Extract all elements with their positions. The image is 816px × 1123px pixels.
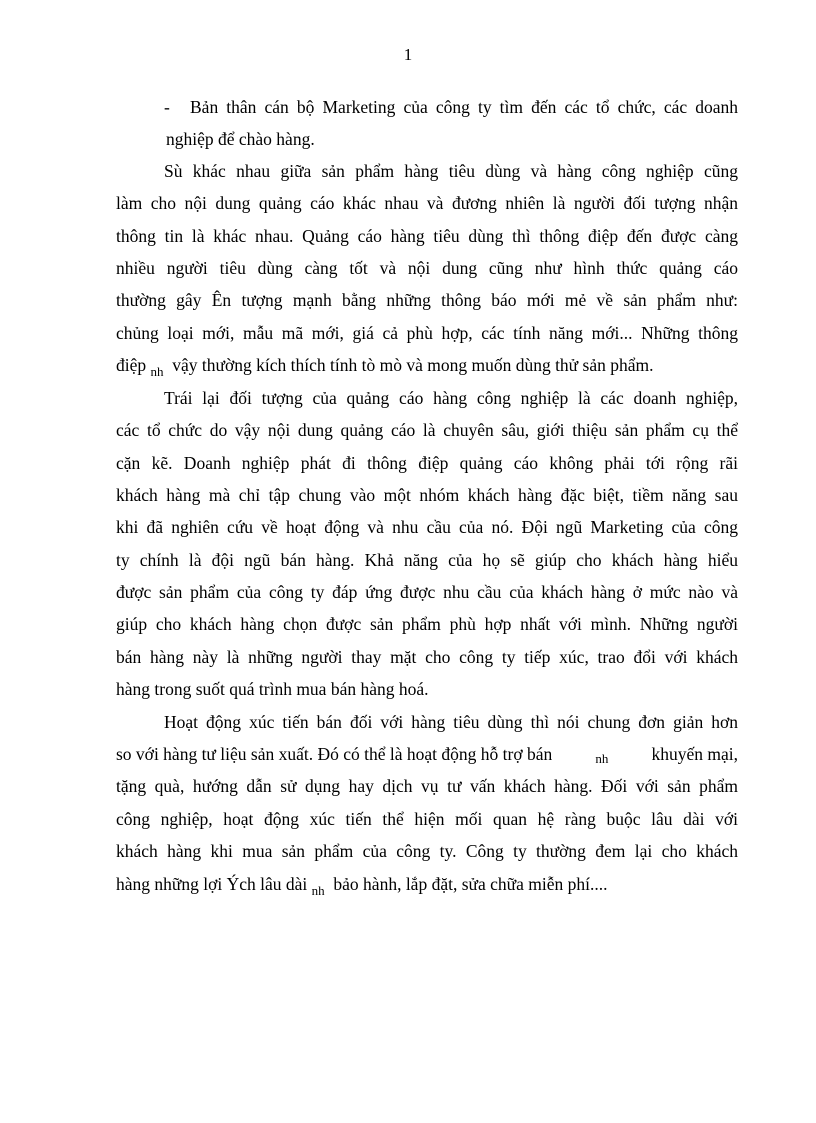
para3-last-after: bảo hành, lắp đặt, sửa chữa miễn phí.... bbox=[333, 874, 608, 894]
para1-last-before: điệp bbox=[116, 355, 147, 375]
para1-line: Sù khác nhau giữa sản phẩm hàng tiêu dùng và hàng công nghiệp cũng bbox=[164, 161, 738, 181]
para3-last-line bbox=[116, 873, 608, 897]
para3-line: Hoạt động xúc tiến bán đối với hàng tiêu dùng thì nói chung đơn giản hơn bbox=[164, 712, 738, 732]
para3-last-before: hàng những lợi Ých lâu dài bbox=[116, 874, 308, 894]
para1-line: làm cho nội dung quảng cáo khác nhau và đương nhiên là người đối tượng nhận bbox=[116, 193, 738, 213]
para1-last-sub: nh bbox=[150, 364, 164, 379]
page-number: 1 bbox=[403, 45, 413, 64]
bullet-line-2: nghiệp để chào hàng. bbox=[166, 129, 315, 149]
para2-line: giúp cho khách hàng chọn được sản phẩm phù hợp nhất với mình. Những người bbox=[116, 614, 738, 634]
para2-line: bán hàng này là những người thay mặt cho công ty tiếp xúc, trao đổi với khách bbox=[116, 647, 738, 667]
para3-line: khách hàng khi mua sản phẩm của công ty. Công ty thường đem lại cho khách bbox=[116, 841, 738, 861]
para1-line: nhiều người tiêu dùng càng tốt và nội dung cũng như hình thức quảng cáo bbox=[116, 258, 738, 278]
para2-line: cặn kẽ. Doanh nghiệp phát đi thông điệp quảng cáo không phải tới rộng rãi bbox=[116, 453, 738, 473]
para2-line: khách hàng mà chỉ tập chung vào một nhóm khách hàng đặc biệt, tiềm năng sau bbox=[116, 485, 738, 505]
bullet-dash: - bbox=[164, 97, 170, 117]
para1-line: chủng loại mới, mẫu mã mới, giá cả phù hợp, các tính năng mới... Những thông bbox=[116, 323, 738, 343]
para3-last-sub: nh bbox=[311, 883, 325, 898]
para2-line: được sản phẩm của công ty đáp ứng được nhu cầu của khách hàng ở mức nào và bbox=[116, 582, 738, 602]
para2-line: khi đã nghiên cứu về hoạt động và nhu cầu của nó. Đội ngũ Marketing của công bbox=[116, 517, 738, 537]
para3-line2-sub: nh bbox=[595, 751, 609, 766]
para1-last-line bbox=[116, 354, 654, 378]
para1-line: thông tin là khác nhau. Quảng cáo hàng tiêu dùng thì thông điệp đến được càng bbox=[116, 226, 738, 246]
para3-line2-after: khuyến mại, bbox=[651, 744, 738, 764]
para1-last-after: vậy thường kích thích tính tò mò và mong muốn dùng thử sản phẩm. bbox=[172, 355, 654, 375]
para3-line-2 bbox=[116, 743, 738, 765]
para3-line: công nghiệp, hoạt động xúc tiến thể hiện mối quan hệ ràng buộc lâu dài với bbox=[116, 809, 738, 829]
para1-line: thường gây Ên tượng mạnh bằng những thông báo mới mẻ về sản phẩm như: bbox=[116, 290, 738, 310]
bullet-line-1: Bản thân cán bộ Marketing của công ty tìm đến các tổ chức, các doanh bbox=[190, 97, 738, 117]
para2-line: ty chính là đội ngũ bán hàng. Khả năng của họ sẽ giúp cho khách hàng hiểu bbox=[116, 550, 738, 570]
para2-line: hàng trong suốt quá trình mua bán hàng hoá. bbox=[116, 679, 429, 699]
para2-line: các tổ chức do vậy nội dung quảng cáo là chuyên sâu, giới thiệu sản phẩm cụ thể bbox=[116, 420, 738, 440]
para3-line2-before: so với hàng tư liệu sản xuất. Đó có thể là hoạt động hỗ trợ bán bbox=[116, 744, 553, 764]
para3-line: tặng quà, hướng dẫn sử dụng hay dịch vụ tư vấn khách hàng. Đối với sản phẩm bbox=[116, 776, 738, 796]
para2-line: Trái lại đối tượng của quảng cáo hàng công nghiệp là các doanh nghiệp, bbox=[164, 388, 738, 408]
